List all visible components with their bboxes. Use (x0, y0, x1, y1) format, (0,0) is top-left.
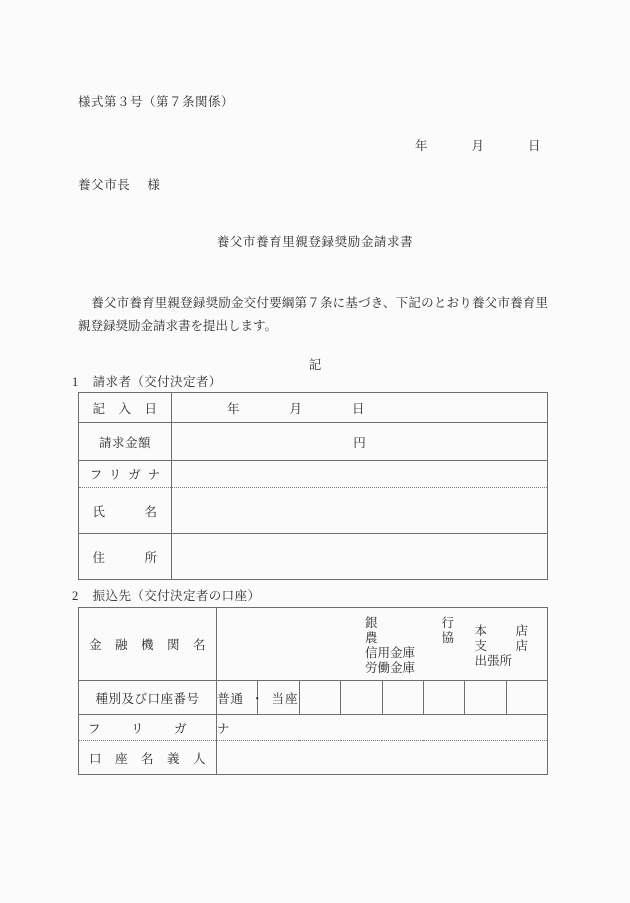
table-row-claim-amount (79, 423, 548, 461)
label-account-holder: 口 座 名 義 人 (79, 741, 217, 775)
addressee (78, 175, 161, 193)
section2-heading (72, 586, 260, 604)
bank-kind-option-2[interactable]: 信用金庫 (365, 646, 416, 660)
field-bank-name[interactable] (217, 608, 548, 681)
account-type-option-current[interactable]: 当座 (271, 691, 299, 706)
account-digit-box[interactable] (506, 681, 547, 715)
account-digit-box[interactable] (341, 681, 382, 715)
label-name: 氏 名 (79, 488, 172, 534)
ki-mark: 記 (308, 358, 322, 372)
account-digit-box[interactable] (423, 681, 464, 715)
addressee-honorific: 様 (147, 178, 161, 192)
branch-type-option-2[interactable]: 出張所 (474, 654, 512, 668)
section1-heading (72, 372, 222, 390)
date-day-label: 日 (528, 139, 541, 153)
account-type-separator: ・ (251, 691, 265, 706)
entry-date-day-label: 日 (352, 401, 365, 416)
bank-kind-option-3[interactable]: 労働金庫 (365, 661, 416, 675)
entry-date-month-label: 月 (289, 401, 303, 416)
table-row-bank-name (79, 608, 548, 681)
section1-title: 請求者（交付決定者） (92, 375, 222, 389)
body-paragraph-text: 養父市養育里親登録奨励金交付要綱第７条に基づき、下記のとおり養父市養育里親登録奨励金請求書を提出します。 (78, 296, 548, 334)
date-year-label: 年 (415, 139, 428, 153)
entry-date-year-label: 年 (227, 401, 240, 416)
section2-title: 振込先（交付決定者の口座） (92, 589, 261, 603)
table-row-entry-date (79, 393, 548, 423)
label-entry-date: 記 入 日 (79, 393, 172, 423)
section2-number: 2 (72, 589, 79, 603)
field-account-furigana[interactable] (217, 715, 548, 741)
field-furigana[interactable] (172, 461, 548, 488)
body-paragraph (78, 292, 548, 338)
table-row-address (79, 534, 548, 580)
account-digit-box[interactable] (299, 681, 340, 715)
account-digit-box[interactable] (465, 681, 506, 715)
field-entry-date[interactable] (172, 393, 548, 423)
field-claim-amount[interactable] (172, 423, 548, 461)
section1-number: 1 (72, 375, 79, 389)
field-account-type[interactable] (217, 681, 299, 715)
bank-table (78, 607, 548, 775)
branch-type-options (474, 623, 536, 668)
bank-kind-option-0[interactable]: 銀 行 (365, 616, 468, 630)
bank-name-cell-inner (217, 608, 547, 680)
label-account-furigana: フ リ ガ ナ (79, 715, 217, 741)
table-row-account-furigana (79, 715, 548, 741)
bank-kind-options (365, 615, 467, 675)
account-type-option-ordinary[interactable]: 普通 (217, 691, 245, 706)
claim-amount-unit: 円 (353, 435, 366, 450)
label-address: 住 所 (79, 534, 172, 580)
field-account-holder[interactable] (217, 741, 548, 775)
table-row-account-holder (79, 741, 548, 775)
document-title: 養父市養育里親登録奨励金請求書 (216, 235, 414, 249)
label-bank-name: 金 融 機 関 名 (79, 608, 217, 681)
date-line (415, 136, 541, 154)
applicant-table (78, 392, 548, 580)
account-digit-box[interactable] (382, 681, 423, 715)
date-month-label: 月 (471, 139, 485, 153)
label-account-number: 種別及び口座番号 (79, 681, 217, 715)
label-furigana: フリガナ (79, 461, 172, 488)
table-row-name (79, 488, 548, 534)
bank-kind-option-1[interactable]: 農 協 (365, 631, 468, 645)
addressee-title: 養父市長 (78, 178, 131, 192)
table-row-furigana (79, 461, 548, 488)
field-address[interactable] (172, 534, 548, 580)
form-number: 様式第３号（第７条関係） (78, 95, 235, 109)
branch-type-option-1[interactable]: 支 店 (474, 639, 536, 653)
label-claim-amount: 請求金額 (79, 423, 172, 461)
field-name[interactable] (172, 488, 548, 534)
table-row-account-number (79, 681, 548, 715)
branch-type-option-0[interactable]: 本 店 (474, 624, 536, 638)
